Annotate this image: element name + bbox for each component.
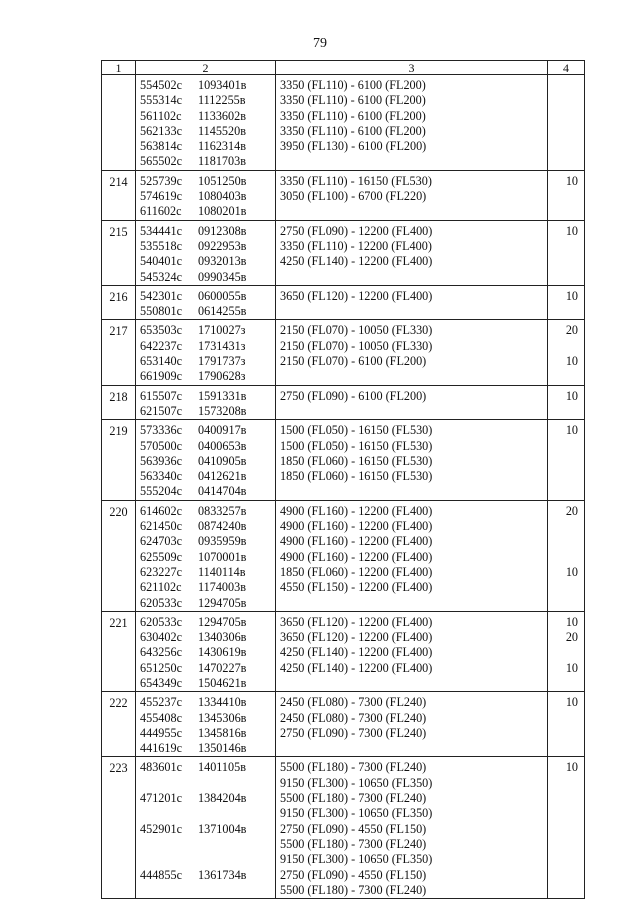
- coordinate-line: [140, 776, 275, 791]
- interval-value: 20: [565, 503, 578, 518]
- level-range: 2750 (FL090) - 7300 (FL240): [280, 725, 427, 740]
- longitude: 1145520в: [198, 123, 246, 138]
- coordinate-line: [140, 289, 275, 304]
- level-range: 3050 (FL100) - 6700 (FL220): [280, 189, 427, 204]
- interval-value: [548, 550, 578, 565]
- level-range: 2750 (FL090) - 4550 (FL150): [280, 821, 427, 836]
- coordinate-line: [140, 239, 275, 254]
- interval-value: 10: [565, 388, 578, 403]
- coordinate-line: [140, 565, 275, 580]
- flight-levels: [276, 692, 548, 757]
- longitude: 1573208в: [198, 403, 247, 418]
- table-row: [102, 320, 585, 385]
- longitude: 1345816в: [198, 725, 247, 740]
- latitude: 615507с: [140, 388, 182, 403]
- latitude: 621507с: [140, 403, 182, 418]
- longitude: 1470227в: [198, 660, 247, 675]
- level-range: 3350 (FL110) - 6100 (FL200): [280, 108, 426, 123]
- flight-levels: [276, 220, 548, 285]
- latitude: 535518с: [140, 238, 182, 253]
- coordinate-line: [140, 439, 275, 454]
- latitude: 642237с: [140, 338, 182, 353]
- longitude: 0833257в: [198, 503, 247, 518]
- longitude: 1345306в: [198, 710, 247, 725]
- longitude: 1294705в: [198, 614, 247, 629]
- longitude: 1710027з: [198, 323, 246, 338]
- route-points: [136, 611, 276, 691]
- coordinate-line: [140, 852, 275, 867]
- route-number: 219: [102, 420, 136, 500]
- latitude: 525739с: [140, 173, 182, 188]
- level-range: 9150 (FL300) - 10650 (FL350): [280, 775, 433, 790]
- longitude: 0912308в: [198, 223, 247, 238]
- route-number: 217: [102, 320, 136, 385]
- coordinate-line: [140, 404, 275, 419]
- route-table: [101, 60, 585, 899]
- flight-levels: [276, 420, 548, 500]
- interval-values: [548, 757, 585, 899]
- route-points: [136, 75, 276, 171]
- interval-value: 20: [565, 323, 578, 338]
- interval-values: [548, 420, 585, 500]
- longitude: 1731431з: [198, 338, 246, 353]
- level-range: 4900 (FL160) - 12200 (FL400): [280, 503, 433, 518]
- longitude: 1384204в: [198, 791, 247, 806]
- level-range: 3650 (FL120) - 12200 (FL400): [280, 288, 433, 303]
- route-number: 214: [102, 170, 136, 220]
- longitude: 1371004в: [198, 821, 247, 836]
- table-row: [102, 420, 585, 500]
- latitude: 534441с: [140, 223, 182, 238]
- interval-value: 10: [565, 564, 578, 579]
- coordinate-line: [140, 580, 275, 595]
- coordinate-line: [140, 270, 275, 285]
- coordinate-line: [140, 883, 275, 898]
- interval-value: 10: [565, 760, 578, 775]
- latitude: 653140с: [140, 354, 182, 369]
- level-range: 2750 (FL090) - 12200 (FL400): [280, 223, 433, 238]
- longitude: 1093401в: [198, 78, 247, 92]
- flight-levels: [276, 170, 548, 220]
- interval-values: [548, 220, 585, 285]
- longitude: 0990345в: [198, 269, 247, 284]
- coordinate-line: [140, 454, 275, 469]
- longitude: 1112255в: [198, 93, 246, 108]
- latitude: 573336с: [140, 423, 182, 438]
- route-number: 220: [102, 500, 136, 611]
- interval-value: [548, 645, 578, 660]
- coordinate-line: [140, 615, 275, 630]
- interval-values: [548, 75, 585, 171]
- level-range: 3350 (FL110) - 12200 (FL400): [280, 238, 432, 253]
- coordinate-line: [140, 868, 275, 883]
- coordinate-line: [140, 304, 275, 319]
- coordinate-line: [140, 661, 275, 676]
- latitude: 542301с: [140, 288, 182, 303]
- level-range: 3350 (FL110) - 16150 (FL530): [280, 173, 432, 188]
- interval-values: [548, 611, 585, 691]
- longitude: 0932013в: [198, 254, 247, 269]
- level-range: 1500 (FL050) - 16150 (FL530): [280, 423, 433, 438]
- latitude: 554502с: [140, 78, 182, 92]
- longitude: 0614255в: [198, 304, 247, 319]
- longitude: 1080201в: [198, 204, 247, 219]
- latitude: 483601с: [140, 760, 182, 775]
- level-range: 1850 (FL060) - 16150 (FL530): [280, 453, 433, 468]
- table-row: [102, 220, 585, 285]
- coordinate-line: [140, 93, 275, 108]
- flight-levels: [276, 611, 548, 691]
- coordinate-line: [140, 323, 275, 338]
- longitude: 1140114в: [198, 564, 246, 579]
- latitude: 455237с: [140, 695, 182, 710]
- interval-value: 10: [565, 223, 578, 238]
- coordinate-line: [140, 139, 275, 154]
- level-range: 2750 (FL090) - 4550 (FL150): [280, 867, 427, 882]
- coordinate-line: [140, 711, 275, 726]
- interval-value: 10: [565, 695, 578, 710]
- level-range: 2750 (FL090) - 6100 (FL200): [280, 388, 427, 403]
- latitude: 653503с: [140, 323, 182, 338]
- coordinate-line: [140, 726, 275, 741]
- level-range: 4550 (FL150) - 12200 (FL400): [280, 580, 433, 595]
- latitude: 452901с: [140, 821, 182, 836]
- level-range: 9150 (FL300) - 10650 (FL350): [280, 806, 433, 821]
- level-range: 5500 (FL180) - 7300 (FL240): [280, 760, 427, 775]
- interval-values: [548, 320, 585, 385]
- coordinate-line: [140, 204, 275, 219]
- level-range: 3350 (FL110) - 6100 (FL200): [280, 123, 426, 138]
- table-row: [102, 692, 585, 757]
- route-number: 222: [102, 692, 136, 757]
- latitude: 471201с: [140, 791, 182, 806]
- level-range: 4900 (FL160) - 12200 (FL400): [280, 519, 433, 534]
- table-row: [102, 611, 585, 691]
- header-row: [102, 61, 585, 75]
- interval-value: 10: [565, 354, 578, 369]
- longitude: 0874240в: [198, 519, 247, 534]
- coordinate-line: [140, 189, 275, 204]
- header-col-3: 3: [276, 61, 548, 75]
- latitude: 563814с: [140, 139, 182, 154]
- level-range: 2450 (FL080) - 7300 (FL240): [280, 710, 427, 725]
- longitude: 1181703в: [198, 154, 246, 169]
- longitude: 1504621в: [198, 675, 247, 690]
- coordinate-line: [140, 534, 275, 549]
- coordinate-line: [140, 224, 275, 239]
- level-range: 5500 (FL180) - 7300 (FL240): [280, 836, 427, 851]
- longitude: 1791737з: [198, 354, 246, 369]
- level-range: 3650 (FL120) - 12200 (FL400): [280, 614, 433, 629]
- coordinate-line: [140, 630, 275, 645]
- coordinate-line: [140, 596, 275, 611]
- flight-levels: [276, 757, 548, 899]
- longitude: 1162314в: [198, 139, 246, 154]
- latitude: 643256с: [140, 645, 182, 660]
- latitude: 563340с: [140, 469, 182, 484]
- coordinate-line: [140, 484, 275, 499]
- coordinate-line: [140, 550, 275, 565]
- longitude: 0400653в: [198, 438, 247, 453]
- level-range: 3950 (FL130) - 6100 (FL200): [280, 139, 427, 154]
- coordinate-line: [140, 519, 275, 534]
- route-points: [136, 420, 276, 500]
- route-number: 215: [102, 220, 136, 285]
- table-row: [102, 170, 585, 220]
- longitude: 1361734в: [198, 867, 247, 882]
- coordinate-line: [140, 791, 275, 806]
- route-number: 218: [102, 385, 136, 420]
- level-range: 3650 (FL120) - 12200 (FL400): [280, 630, 433, 645]
- latitude: 651250с: [140, 660, 182, 675]
- route-points: [136, 385, 276, 420]
- route-points: [136, 170, 276, 220]
- longitude: 1591331в: [198, 388, 247, 403]
- latitude: 563936с: [140, 453, 182, 468]
- coordinate-line: [140, 369, 275, 384]
- interval-value: 10: [565, 288, 578, 303]
- latitude: 540401с: [140, 254, 182, 269]
- level-range: 3350 (FL110) - 6100 (FL200): [280, 78, 426, 92]
- latitude: 623227с: [140, 564, 182, 579]
- latitude: 561102с: [140, 108, 182, 123]
- level-range: 5500 (FL180) - 7300 (FL240): [280, 791, 427, 806]
- header-col-4: 4: [548, 61, 585, 75]
- route-points: [136, 757, 276, 899]
- route-number: [102, 75, 136, 171]
- interval-values: [548, 692, 585, 757]
- level-range: 4900 (FL160) - 12200 (FL400): [280, 549, 433, 564]
- coordinate-line: [140, 109, 275, 124]
- table-row: [102, 75, 585, 171]
- coordinate-line: [140, 822, 275, 837]
- coordinate-line: [140, 254, 275, 269]
- latitude: 441619с: [140, 741, 182, 756]
- longitude: 1350146в: [198, 741, 247, 756]
- level-range: 1500 (FL050) - 16150 (FL530): [280, 438, 433, 453]
- coordinate-line: [140, 423, 275, 438]
- route-number: 216: [102, 285, 136, 320]
- latitude: 545324с: [140, 269, 182, 284]
- latitude: 621102с: [140, 580, 182, 595]
- coordinate-line: [140, 124, 275, 139]
- table-row: [102, 500, 585, 611]
- level-range: 4250 (FL140) - 12200 (FL400): [280, 645, 433, 660]
- longitude: 1174003в: [198, 580, 246, 595]
- route-points: [136, 220, 276, 285]
- header-col-1: 1: [102, 61, 136, 75]
- interval-values: [548, 385, 585, 420]
- longitude: 0414704в: [198, 484, 247, 499]
- page-number: 79: [313, 36, 327, 51]
- latitude: 630402с: [140, 630, 182, 645]
- interval-value: 20: [565, 630, 578, 645]
- flight-levels: [276, 75, 548, 171]
- route-points: [136, 320, 276, 385]
- latitude: 625509с: [140, 549, 182, 564]
- interval-value: 10: [565, 173, 578, 188]
- interval-value: [548, 519, 578, 534]
- flight-levels: [276, 320, 548, 385]
- latitude: 574619с: [140, 189, 182, 204]
- coordinate-line: [140, 174, 275, 189]
- coordinate-line: [140, 806, 275, 821]
- level-range: 2150 (FL070) - 10050 (FL330): [280, 323, 433, 338]
- longitude: 1070001в: [198, 549, 247, 564]
- coordinate-line: [140, 469, 275, 484]
- header-col-2: 2: [136, 61, 276, 75]
- coordinate-line: [140, 78, 275, 93]
- table-row: [102, 285, 585, 320]
- longitude: 0412621в: [198, 469, 247, 484]
- longitude: 0935959в: [198, 534, 247, 549]
- level-range: 5500 (FL180) - 7300 (FL240): [280, 882, 427, 897]
- route-number: 221: [102, 611, 136, 691]
- level-range: 1850 (FL060) - 12200 (FL400): [280, 564, 433, 579]
- longitude: 0600055в: [198, 288, 247, 303]
- latitude: 570500с: [140, 438, 182, 453]
- route-points: [136, 285, 276, 320]
- latitude: 565502с: [140, 154, 182, 169]
- coordinate-line: [140, 339, 275, 354]
- latitude: 455408с: [140, 710, 182, 725]
- longitude: 1080403в: [198, 189, 247, 204]
- coordinate-line: [140, 645, 275, 660]
- level-range: 9150 (FL300) - 10650 (FL350): [280, 852, 433, 867]
- longitude: 0922953в: [198, 238, 247, 253]
- interval-values: [548, 170, 585, 220]
- table-row: [102, 385, 585, 420]
- longitude: 1430619в: [198, 645, 247, 660]
- level-range: 4250 (FL140) - 12200 (FL400): [280, 254, 433, 269]
- coordinate-line: [140, 389, 275, 404]
- interval-value: 10: [565, 423, 578, 438]
- table-body: [102, 75, 585, 899]
- latitude: 621450с: [140, 519, 182, 534]
- longitude: 1294705в: [198, 595, 247, 610]
- latitude: 555314с: [140, 93, 182, 108]
- route-number: 223: [102, 757, 136, 899]
- coordinate-line: [140, 676, 275, 691]
- longitude: 1340306в: [198, 630, 247, 645]
- latitude: 620533с: [140, 595, 182, 610]
- longitude: 1051250в: [198, 173, 247, 188]
- level-range: 2450 (FL080) - 7300 (FL240): [280, 695, 427, 710]
- latitude: 562133с: [140, 123, 182, 138]
- latitude: 555204с: [140, 484, 182, 499]
- latitude: 654349с: [140, 675, 182, 690]
- interval-values: [548, 500, 585, 611]
- interval-value: [548, 534, 578, 549]
- coordinate-line: [140, 504, 275, 519]
- interval-value: 10: [565, 614, 578, 629]
- latitude: 624703с: [140, 534, 182, 549]
- level-range: 4900 (FL160) - 12200 (FL400): [280, 534, 433, 549]
- longitude: 1334410в: [198, 695, 247, 710]
- flight-levels: [276, 285, 548, 320]
- coordinate-line: [140, 741, 275, 756]
- coordinate-line: [140, 354, 275, 369]
- latitude: 614602с: [140, 503, 182, 518]
- longitude: 0410905в: [198, 453, 247, 468]
- coordinate-line: [140, 760, 275, 775]
- flight-levels: [276, 500, 548, 611]
- coordinate-line: [140, 695, 275, 710]
- route-points: [136, 500, 276, 611]
- longitude: 1790628з: [198, 369, 246, 384]
- table-row: [102, 757, 585, 899]
- longitude: 1401105в: [198, 760, 246, 775]
- coordinate-line: [140, 154, 275, 169]
- level-range: 3350 (FL110) - 6100 (FL200): [280, 93, 426, 108]
- level-range: 4250 (FL140) - 12200 (FL400): [280, 660, 433, 675]
- route-points: [136, 692, 276, 757]
- level-range: 1850 (FL060) - 16150 (FL530): [280, 469, 433, 484]
- latitude: 620533с: [140, 614, 182, 629]
- latitude: 611602с: [140, 204, 182, 219]
- longitude: 1133602в: [198, 108, 246, 123]
- coordinate-line: [140, 837, 275, 852]
- interval-values: [548, 285, 585, 320]
- interval-value: 10: [565, 660, 578, 675]
- interval-value: [548, 339, 578, 354]
- latitude: 444855с: [140, 867, 182, 882]
- flight-levels: [276, 385, 548, 420]
- level-range: 2150 (FL070) - 6100 (FL200): [280, 354, 427, 369]
- latitude: 550801с: [140, 304, 182, 319]
- latitude: 444955с: [140, 725, 182, 740]
- longitude: 0400917в: [198, 423, 247, 438]
- latitude: 661909с: [140, 369, 182, 384]
- level-range: 2150 (FL070) - 10050 (FL330): [280, 338, 433, 353]
